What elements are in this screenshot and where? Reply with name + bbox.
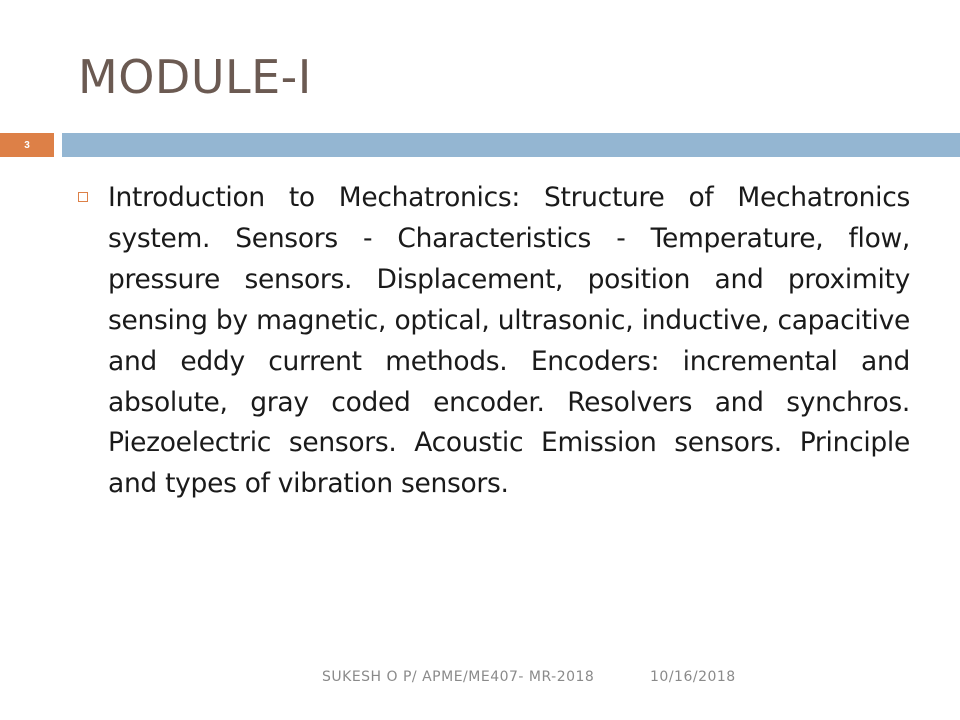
title-accent-bar [62,133,960,157]
slide-number-badge [0,133,54,157]
square-bullet-icon [78,192,88,202]
footer-date: 10/16/2018 [650,669,736,685]
bullet-text: Introduction to Mechatronics: Structure of Mechatronics system. Sensors - Characteristics - Temperature, flow, pressure sensors. Displacement, position and proximity sensing by magnetic, optical, ultrasonic, inductive, capacitive and eddy current methods. Encoders: incremental and absolute, gray coded encoder. Resolvers and synchros. Piezoelectric sensors. Acoustic Emission sensors. Principle and types of vibration sensors. [108,182,910,500]
slide-title: MODULE-I [78,50,312,104]
bullet-list [78,178,910,505]
footer-author: SUKESH O P/ APME/ME407- MR-2018 [322,669,595,685]
slide-number: 3 [24,139,30,151]
